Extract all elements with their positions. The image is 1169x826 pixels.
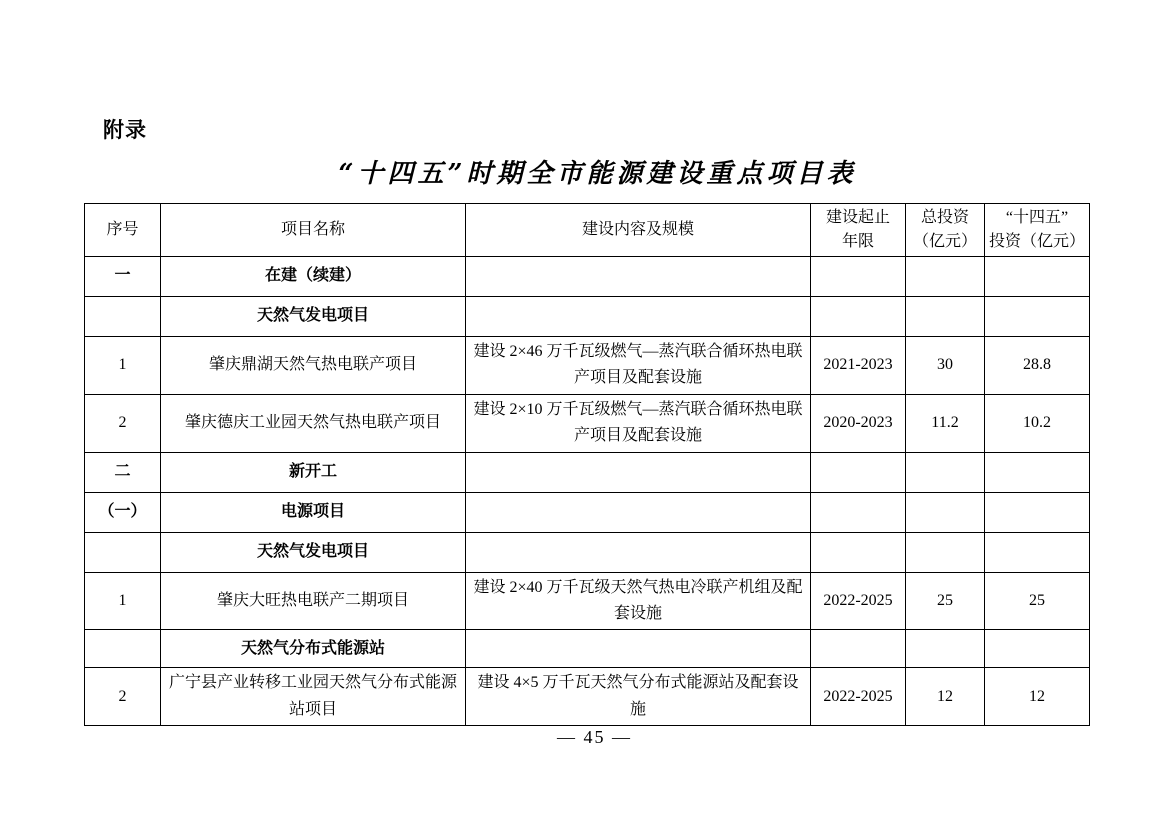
cell-content: 建设 2×10 万千瓦级燃气—蒸汽联合循环热电联产项目及配套设施 [466, 394, 811, 452]
cell-plan [985, 257, 1090, 297]
cell-seq: 1 [85, 337, 161, 395]
cell-content [466, 532, 811, 572]
header-cell-period [811, 204, 906, 257]
page-title: “十四五”时期全市能源建设重点项目表 [338, 159, 857, 189]
cell-plan: 28.8 [985, 337, 1090, 395]
table-row-section [85, 492, 1090, 532]
cell-period: 2022-2025 [811, 668, 906, 726]
cell-seq: 2 [85, 394, 161, 452]
cell-total [906, 257, 985, 297]
header-plan-line2: 投资（亿元） [989, 233, 1086, 250]
cell-name: 天然气发电项目 [161, 297, 466, 337]
table-row-section [85, 297, 1090, 337]
cell-content [466, 630, 811, 668]
cell-period [811, 532, 906, 572]
table-row-section [85, 532, 1090, 572]
cell-period [811, 452, 906, 492]
table-header-row [85, 204, 1090, 257]
cell-seq [85, 630, 161, 668]
table-row-section [85, 257, 1090, 297]
header-cell-content: 建设内容及规模 [466, 204, 811, 257]
cell-seq [85, 532, 161, 572]
cell-total: 12 [906, 668, 985, 726]
cell-seq: （一） [85, 492, 161, 532]
cell-total [906, 492, 985, 532]
cell-total: 25 [906, 572, 985, 630]
cell-plan [985, 297, 1090, 337]
cell-plan [985, 492, 1090, 532]
header-total-line1: 总投资 [920, 209, 969, 226]
cell-name: 天然气分布式能源站 [161, 630, 466, 668]
cell-name: 广宁县产业转移工业园天然气分布式能源站项目 [161, 668, 466, 726]
cell-content: 建设 2×46 万千瓦级燃气—蒸汽联合循环热电联产项目及配套设施 [466, 337, 811, 395]
cell-plan: 12 [985, 668, 1090, 726]
cell-seq: 2 [85, 668, 161, 726]
table-row-section [85, 630, 1090, 668]
cell-total: 30 [906, 337, 985, 395]
header-total-line2: （亿元） [912, 233, 977, 250]
cell-name: 肇庆德庆工业园天然气热电联产项目 [161, 394, 466, 452]
projects-table-container [84, 203, 1090, 726]
cell-seq: 一 [85, 257, 161, 297]
cell-plan: 10.2 [985, 394, 1090, 452]
cell-content [466, 297, 811, 337]
cell-name: 电源项目 [161, 492, 466, 532]
cell-name: 肇庆鼎湖天然气热电联产项目 [161, 337, 466, 395]
cell-total [906, 297, 985, 337]
cell-seq [85, 297, 161, 337]
cell-period: 2020-2023 [811, 394, 906, 452]
table-row-section [85, 452, 1090, 492]
projects-table [84, 203, 1090, 726]
cell-total [906, 452, 985, 492]
cell-plan [985, 532, 1090, 572]
cell-plan: 25 [985, 572, 1090, 630]
cell-name: 在建（续建） [161, 257, 466, 297]
cell-period [811, 630, 906, 668]
table-row-project [85, 394, 1090, 452]
cell-content: 建设 2×40 万千瓦级天然气热电冷联产机组及配套设施 [466, 572, 811, 630]
cell-content [466, 257, 811, 297]
page-number: — 45 — [557, 727, 632, 747]
cell-total [906, 630, 985, 668]
cell-total [906, 532, 985, 572]
header-cell-name: 项目名称 [161, 204, 466, 257]
header-period-line2: 年限 [841, 233, 874, 250]
header-period-line1: 建设起止 [825, 209, 890, 226]
cell-seq: 1 [85, 572, 161, 630]
appendix-label: 附录 [103, 119, 147, 142]
table-row-project [85, 337, 1090, 395]
cell-period [811, 492, 906, 532]
cell-name: 新开工 [161, 452, 466, 492]
header-plan-line1: “十四五” [1005, 209, 1069, 226]
cell-period [811, 257, 906, 297]
header-cell-total [906, 204, 985, 257]
header-cell-seq: 序号 [85, 204, 161, 257]
cell-plan [985, 452, 1090, 492]
cell-period: 2022-2025 [811, 572, 906, 630]
cell-period: 2021-2023 [811, 337, 906, 395]
cell-name: 天然气发电项目 [161, 532, 466, 572]
table-row-project [85, 572, 1090, 630]
cell-name: 肇庆大旺热电联产二期项目 [161, 572, 466, 630]
cell-seq: 二 [85, 452, 161, 492]
cell-content [466, 492, 811, 532]
header-cell-plan [985, 204, 1090, 257]
cell-total: 11.2 [906, 394, 985, 452]
cell-period [811, 297, 906, 337]
cell-plan [985, 630, 1090, 668]
cell-content: 建设 4×5 万千瓦天然气分布式能源站及配套设施 [466, 668, 811, 726]
table-row-project [85, 668, 1090, 726]
cell-content [466, 452, 811, 492]
